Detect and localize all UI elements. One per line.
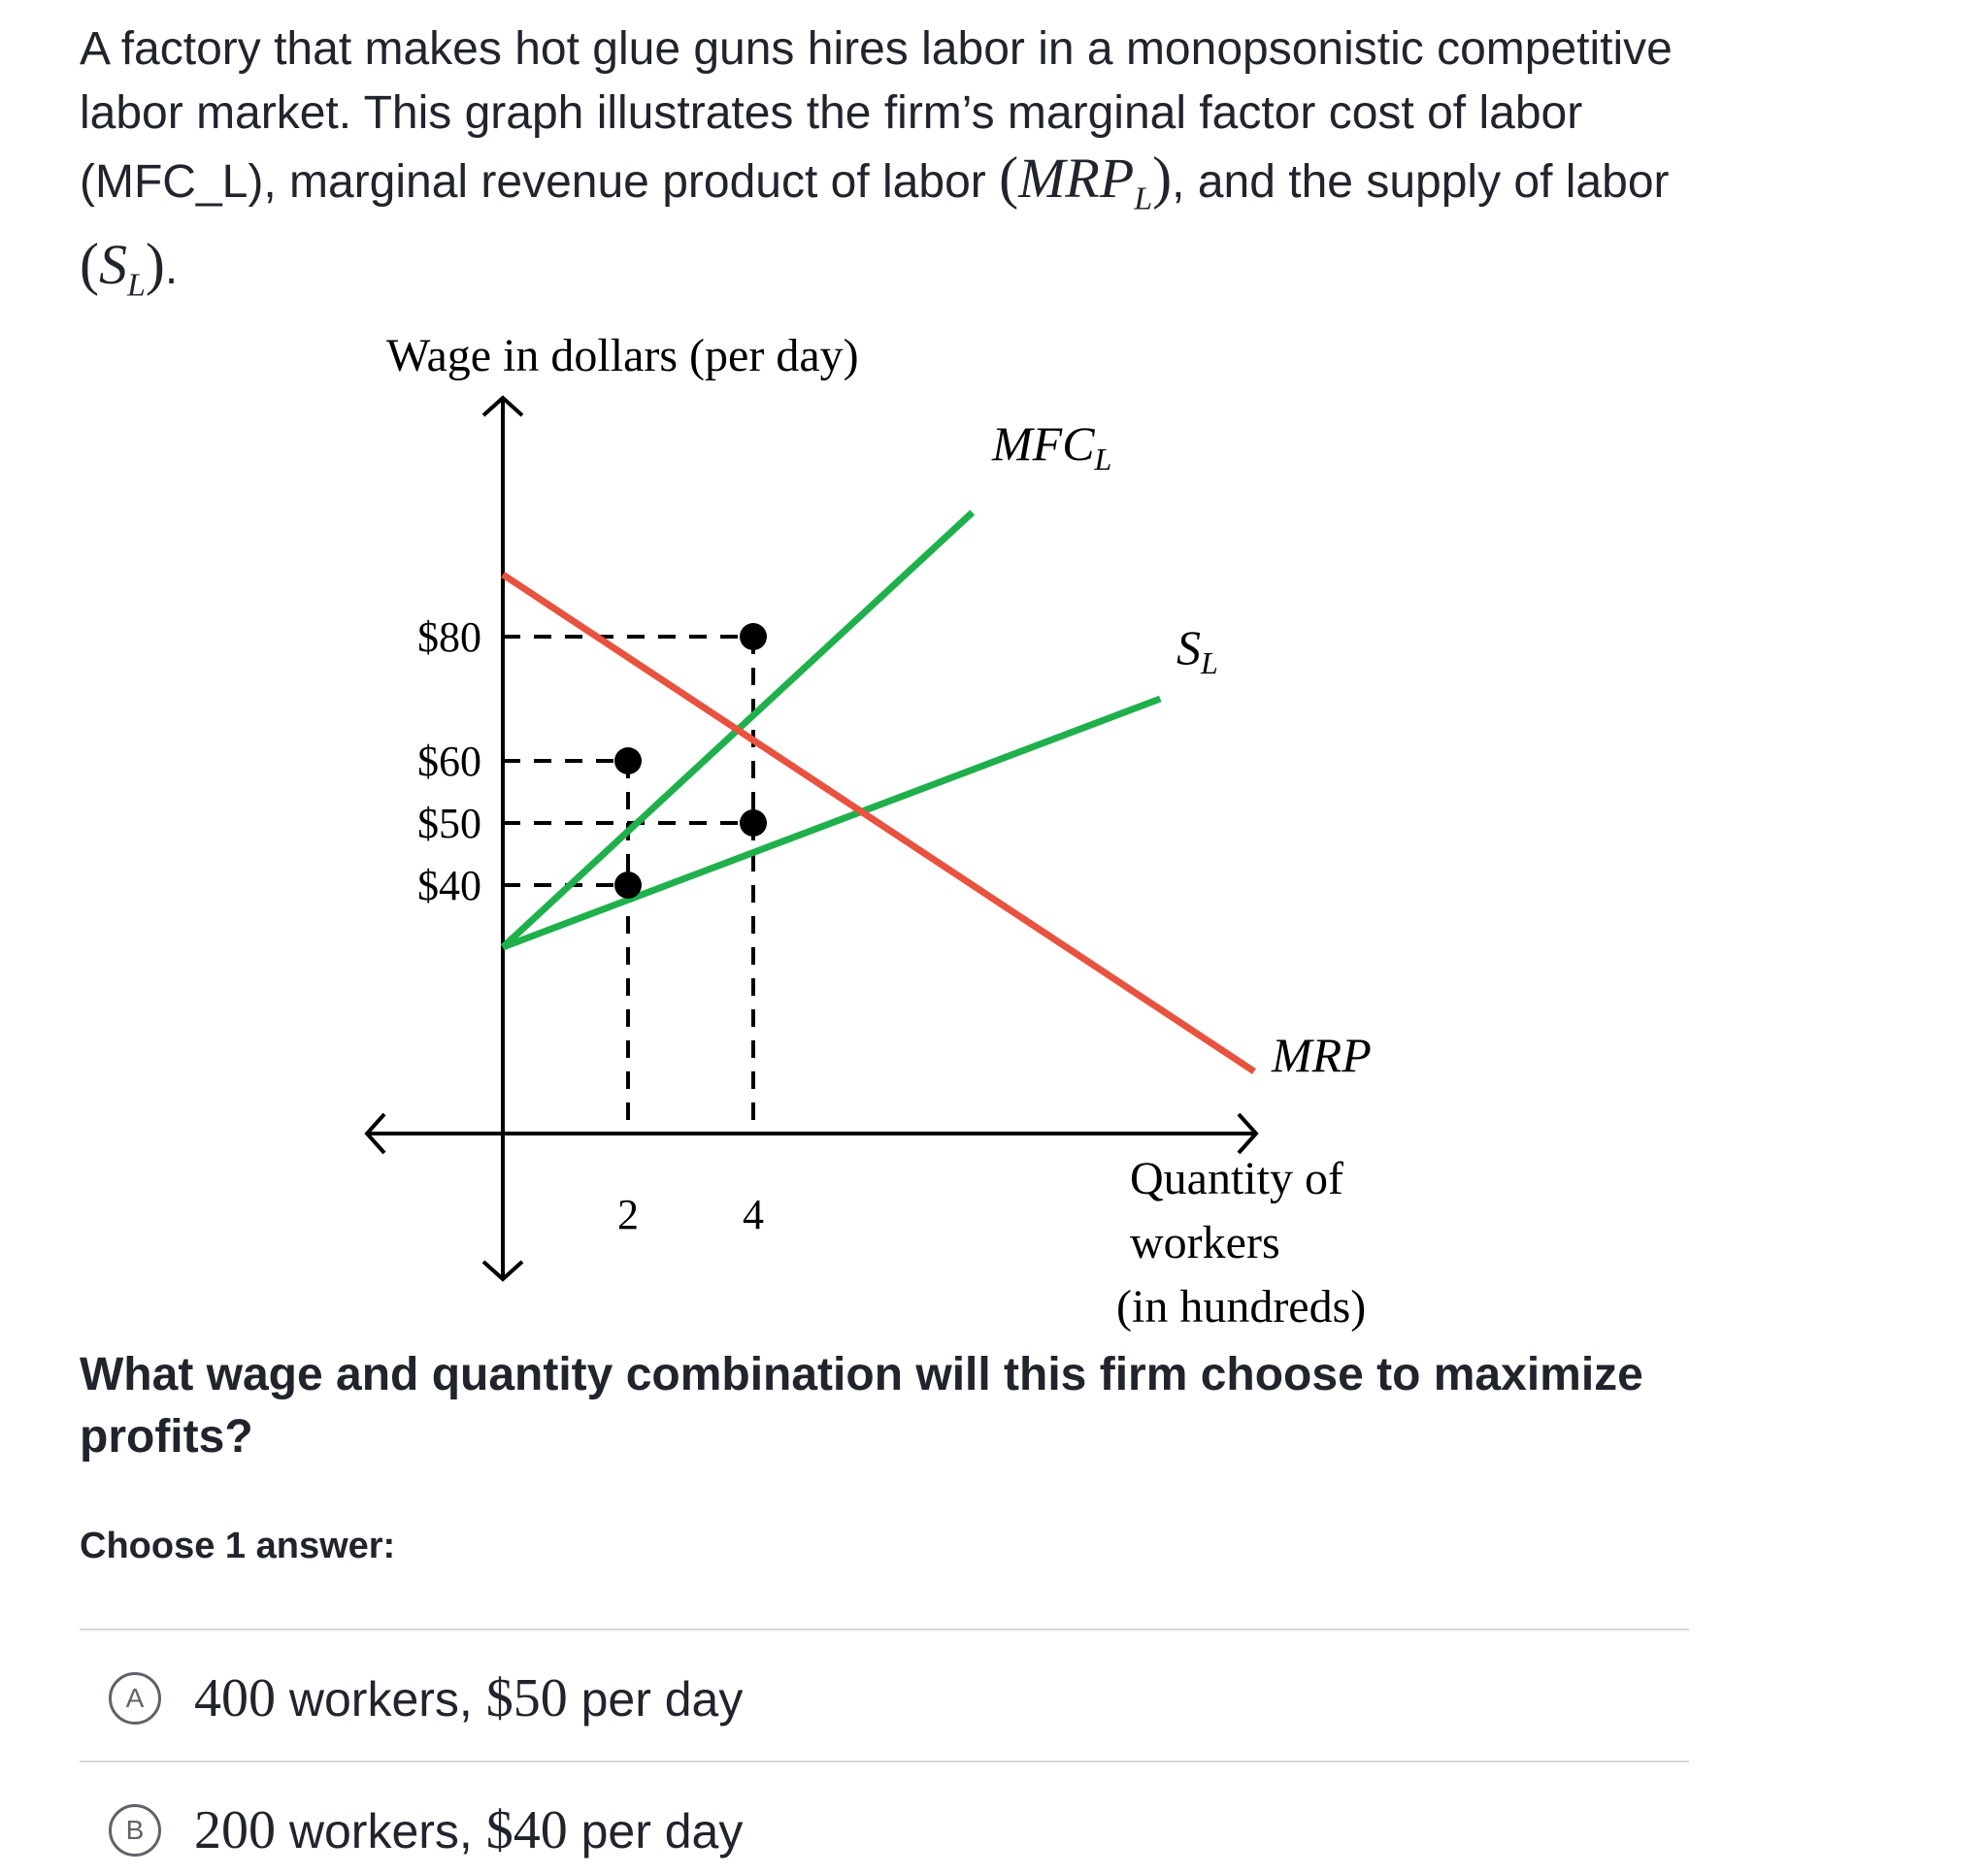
choose-label: Choose 1 answer:	[80, 1526, 396, 1566]
data-point-0	[740, 623, 767, 650]
y-tick-label-40: $40	[417, 862, 481, 909]
prompt-text-3: .	[164, 242, 179, 294]
x-axis-title-line-1: Quantity of	[1130, 1153, 1343, 1204]
y-tick-label-60: $60	[417, 738, 481, 785]
choice-letter-b: B	[109, 1804, 161, 1857]
data-point-2	[740, 809, 767, 837]
prompt-text-1: A factory that makes hot glue guns hires labor in a monopsonistic competitive labor market. This graph illustrates the firm’s marginal factor cost of labor (MFC_L), marginal revenue product of labor	[80, 23, 1673, 208]
chart-labels	[386, 330, 1372, 1332]
divider	[80, 1628, 1689, 1630]
x-axis-title-line-3: (in hundreds)	[1116, 1281, 1367, 1332]
answer-choice-a[interactable]	[109, 1660, 743, 1737]
series-label-mrp: MRP	[1272, 1028, 1372, 1082]
curves	[503, 512, 1254, 1071]
choice-text-b: 200 workers, $40 per day	[194, 1800, 744, 1860]
axes	[367, 398, 1256, 1279]
answer-choice-b[interactable]	[109, 1792, 743, 1869]
prompt-text-2: , and the supply of labor	[1172, 156, 1670, 208]
question-text: What wage and quantity combination will this firm choose to maximize profits?	[80, 1349, 1643, 1463]
question-prompt: A factory that makes hot glue guns hires labor in a monopsonistic competitive labor market. This graph illustrates the firm’s marginal factor cost of labor (MFC_L), marginal revenue product of labor $(MRP_L)$, and the supply of labor $(S_L)$.	[80, 23, 1673, 304]
curve-mrp	[503, 575, 1254, 1071]
data-point-3	[614, 872, 642, 899]
x-tick-label-2: 2	[617, 1191, 639, 1238]
data-point-1	[614, 747, 642, 774]
choice-letter-a: A	[109, 1672, 161, 1725]
divider	[80, 1760, 1689, 1762]
y-tick-label-80: $80	[417, 613, 481, 661]
y-axis-title: Wage in dollars (per day)	[386, 330, 859, 381]
y-tick-label-50: $50	[417, 800, 481, 847]
choice-text-a: 400 workers, $50 per day	[194, 1668, 744, 1728]
series-label-s: $S_L$	[1176, 620, 1218, 680]
s-symbol: $S_L$	[98, 232, 146, 304]
series-label-mfc: $MFC_L$	[992, 416, 1112, 477]
labor-market-chart	[0, 320, 1456, 1349]
x-tick-label-4: 4	[743, 1191, 764, 1238]
mrp-symbol: $MRP_L$	[1018, 147, 1153, 217]
x-axis-title-line-2: workers	[1130, 1217, 1280, 1268]
